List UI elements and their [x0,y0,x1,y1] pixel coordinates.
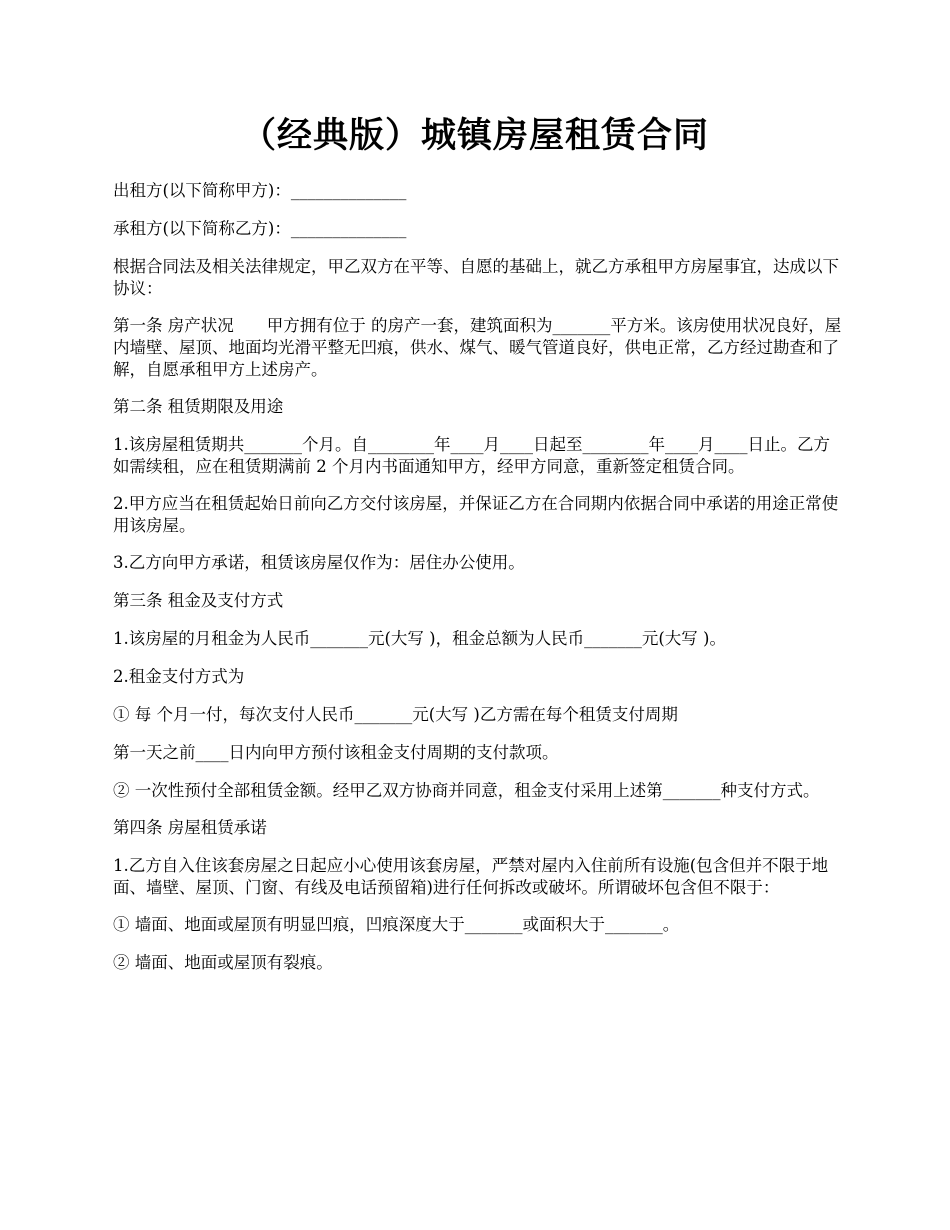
lessor-line: 出租方(以下简称甲方)：______________ [113,181,407,200]
article-4-heading: 第四条 房屋租赁承诺 [113,818,267,837]
payment-option-2: ② 一次性预付全部租赁金额。经甲乙双方协商并同意，租金支付采用上述第_______种支付方式。 [113,781,820,800]
document-body [113,180,843,990]
article-3-item-2: 2.租金支付方式为 [113,667,245,686]
preamble-paragraph: 根据合同法及相关法律规定，甲乙双方在平等、自愿的基础上，就乙方承租甲方房屋事宜，达成以下协议： [113,257,839,298]
article-3-heading: 第三条 租金及支付方式 [113,591,284,610]
article-4-item-1: 1.乙方自入住该套房屋之日起应小心使用该套房屋，严禁对屋内入住前所有设施(包含但并不限于地面、墙壁、屋顶、门窗、有线及电话预留箱)进行任何拆改或破坏。所谓破坏包含但不限于： [113,856,829,897]
payment-option-1-continued: 第一天之前____日内向甲方预付该租金支付周期的支付款项。 [113,743,559,762]
document-title: （经典版）城镇房屋租赁合同 [240,115,709,156]
article-1-paragraph: 第一条 房产状况 甲方拥有位于 的房产一套，建筑面积为_______平方米。该房使用状况良好，屋内墙壁、屋顶、地面均光滑平整无凹痕，供水、煤气、暖气管道良好，供电正常，乙方经过勘查和了解，自愿承租甲方上述房产。 [113,316,842,379]
article-2-heading: 第二条 租赁期限及用途 [113,397,284,416]
payment-option-1: ① 每 个月一付，每次支付人民币_______元(大写 )乙方需在每个租赁支付周期 [113,705,678,724]
lessee-line: 承租方(以下简称乙方)：______________ [113,219,407,238]
article-2-item-1: 1.该房屋租赁期共_______个月。自________年____月____日起至________年____月____日止。乙方如需续租，应在租赁期满前 2 个月内书面通知甲方，经甲方同意，重新签定租赁合同。 [113,435,830,476]
article-2-item-2: 2.甲方应当在租赁起始日前向乙方交付该房屋，并保证乙方在合同期内依据合同中承诺的用途正常使用该房屋。 [113,494,839,535]
damage-clause-1: ① 墙面、地面或屋顶有明显凹痕，凹痕深度大于_______或面积大于_______。 [113,915,680,934]
article-2-item-3: 3.乙方向甲方承诺，租赁该房屋仅作为：居住办公使用。 [113,553,525,572]
article-3-item-1: 1.该房屋的月租金为人民币_______元(大写 )，租金总额为人民币_______元(大写 )。 [113,629,726,648]
damage-clause-2: ② 墙面、地面或屋顶有裂痕。 [113,953,333,972]
